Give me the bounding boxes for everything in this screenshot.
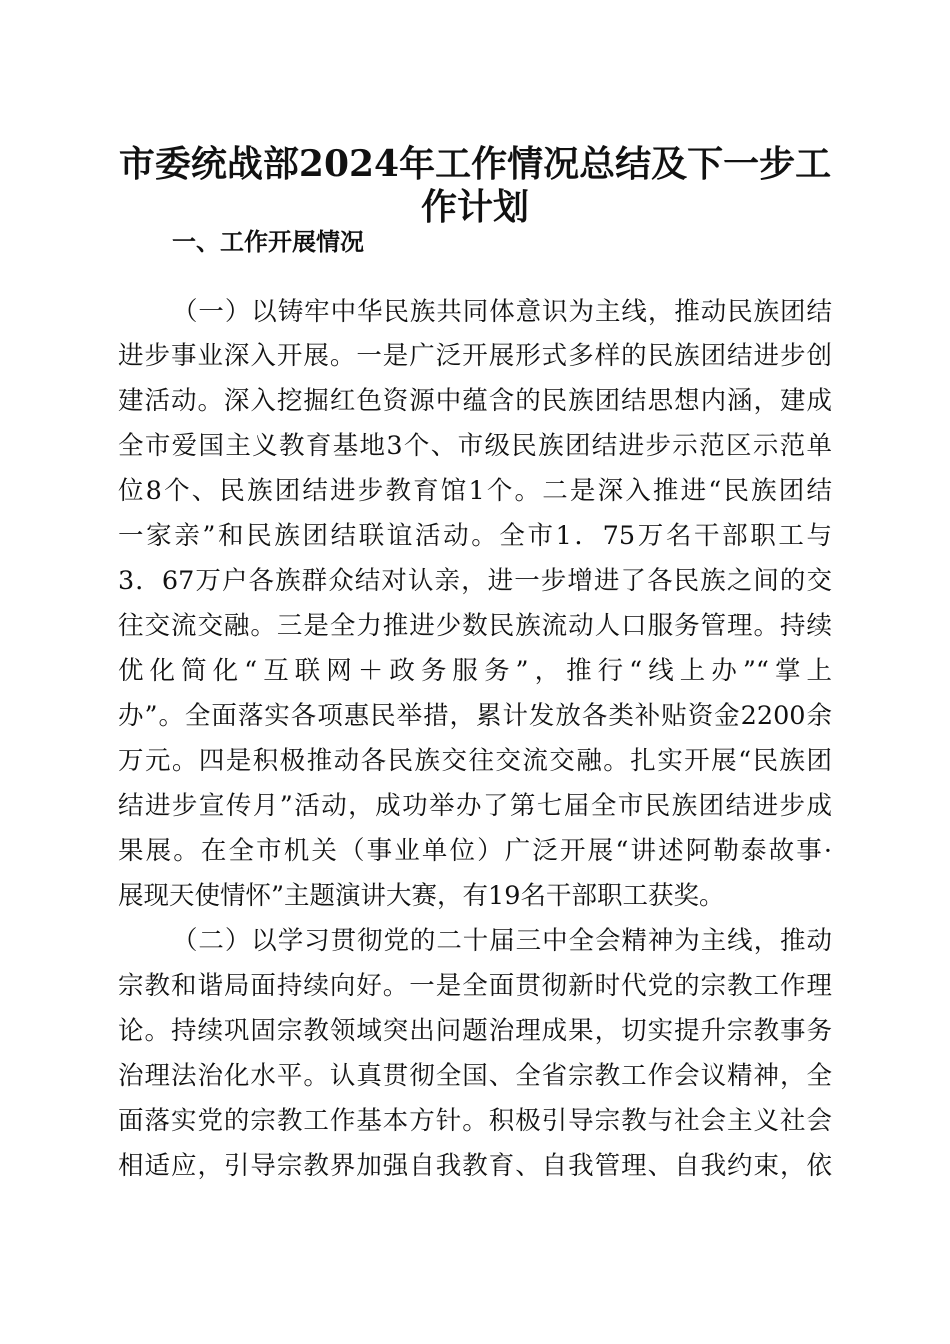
paragraph-line: 3．67万户各族群众结对认亲，进一步增进了各民族之间的交	[118, 566, 832, 596]
document-title-line-1: 市委统战部2024年工作情况总结及下一步工	[118, 143, 832, 185]
paragraph-line: （二）以学习贯彻党的二十届三中全会精神为主线，推动	[172, 926, 832, 956]
paragraph-line: 优化简化“互联网＋政务服务”，推行“线上办”“掌上	[118, 656, 832, 686]
paragraph-line: 论。持续巩固宗教领域突出问题治理成果，切实提升宗教事务	[118, 1016, 832, 1046]
paragraph-line: 面落实党的宗教工作基本方针。积极引导宗教与社会主义社会	[118, 1106, 832, 1136]
paragraph-line: 相适应，引导宗教界加强自我教育、自我管理、自我约束，依	[118, 1151, 832, 1181]
paragraph-line: 位8个、民族团结进步教育馆1个。二是深入推进“民族团结	[118, 476, 832, 506]
paragraph-line: 往交流交融。三是全力推进少数民族流动人口服务管理。持续	[118, 611, 832, 641]
paragraph-line: 全市爱国主义教育基地3个、市级民族团结进步示范区示范单	[118, 431, 832, 461]
section-heading: 一、工作开展情况	[172, 228, 364, 256]
paragraph-line: 果展。在全市机关（事业单位）广泛开展“讲述阿勒泰故事·	[118, 836, 832, 866]
document-title-line-2: 作计划	[420, 186, 529, 228]
paragraph-line: （一）以铸牢中华民族共同体意识为主线，推动民族团结	[172, 297, 832, 327]
paragraph-line: 进步事业深入开展。一是广泛开展形式多样的民族团结进步创	[118, 341, 832, 371]
paragraph-line: 办”。全面落实各项惠民举措，累计发放各类补贴资金2200余	[118, 701, 832, 731]
paragraph-line: 一家亲”和民族团结联谊活动。全市1．75万名干部职工与	[118, 521, 832, 551]
paragraph-line: 展现天使情怀”主题演讲大赛，有19名干部职工获奖。	[118, 881, 725, 911]
paragraph-line: 万元。四是积极推动各民族交往交流交融。扎实开展“民族团	[118, 746, 832, 776]
paragraph-line: 宗教和谐局面持续向好。一是全面贯彻新时代党的宗教工作理	[118, 971, 832, 1001]
paragraph-line: 结进步宣传月”活动，成功举办了第七届全市民族团结进步成	[118, 791, 832, 821]
paragraph-line: 建活动。深入挖掘红色资源中蕴含的民族团结思想内涵，建成	[118, 386, 832, 416]
paragraph-line: 治理法治化水平。认真贯彻全国、全省宗教工作会议精神，全	[118, 1061, 832, 1091]
